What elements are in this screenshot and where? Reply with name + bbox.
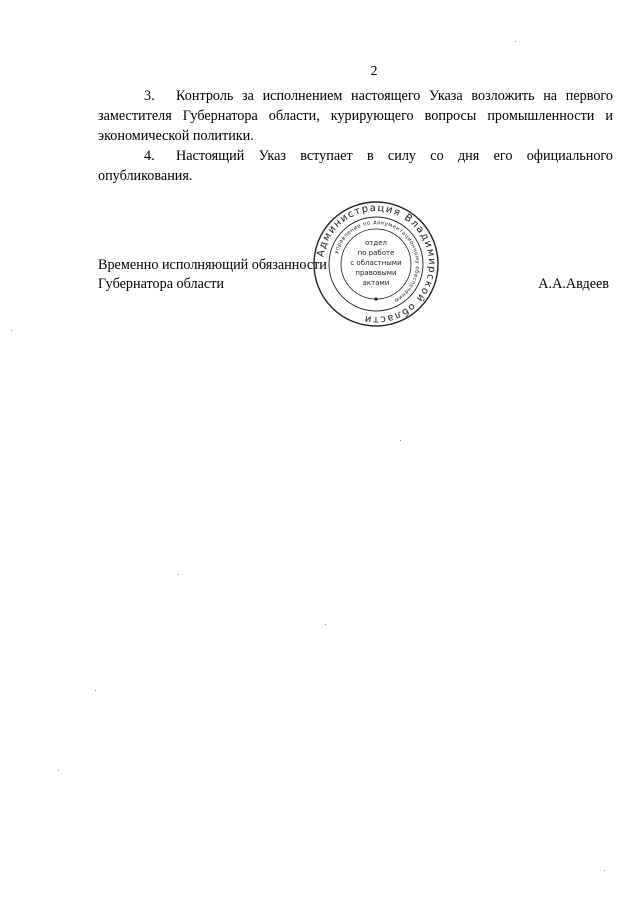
paragraph-text: Контроль за исполнением настоящего Указа возложить на первого заместителя Губернатора области, курирующего вопросы промышленности и экономической политики. bbox=[98, 88, 613, 144]
stamp-center-line: правовыми bbox=[355, 269, 397, 277]
scan-speck bbox=[604, 870, 605, 871]
paragraph-3 bbox=[98, 86, 613, 146]
stamp-center-line: актами bbox=[362, 279, 390, 287]
scan-speck bbox=[95, 690, 96, 691]
scan-speck bbox=[178, 574, 179, 575]
stamp-center-line: отдел bbox=[365, 239, 387, 247]
scan-speck bbox=[325, 624, 326, 625]
paragraph-4 bbox=[98, 146, 613, 186]
scan-speck bbox=[400, 440, 401, 441]
paragraph-number: 3. bbox=[144, 88, 155, 104]
signature-title-line-1: Временно исполняющий обязанности bbox=[98, 257, 327, 273]
scan-speck bbox=[515, 41, 516, 42]
stamp-center-line: по работе bbox=[357, 249, 395, 257]
stamp-center-line: с областными bbox=[350, 259, 402, 267]
stamp-ring-text: Администрация Владимирской области bbox=[315, 202, 438, 326]
stamp-dot bbox=[374, 297, 377, 300]
scan-speck bbox=[11, 330, 12, 331]
official-stamp bbox=[312, 200, 440, 328]
document-body bbox=[98, 86, 613, 186]
scan-speck bbox=[58, 770, 59, 771]
signatory-name: А.А.Авдеев bbox=[538, 276, 609, 292]
stamp-inner-ring-text: управление по документационному обеспечению bbox=[333, 219, 421, 304]
page-number: 2 bbox=[370, 64, 378, 79]
paragraph-number: 4. bbox=[144, 148, 155, 164]
signature-title: Губернатора области bbox=[98, 276, 224, 292]
paragraph-text: Настоящий Указ вступает в силу со дня его официального опубликования. bbox=[98, 148, 613, 184]
